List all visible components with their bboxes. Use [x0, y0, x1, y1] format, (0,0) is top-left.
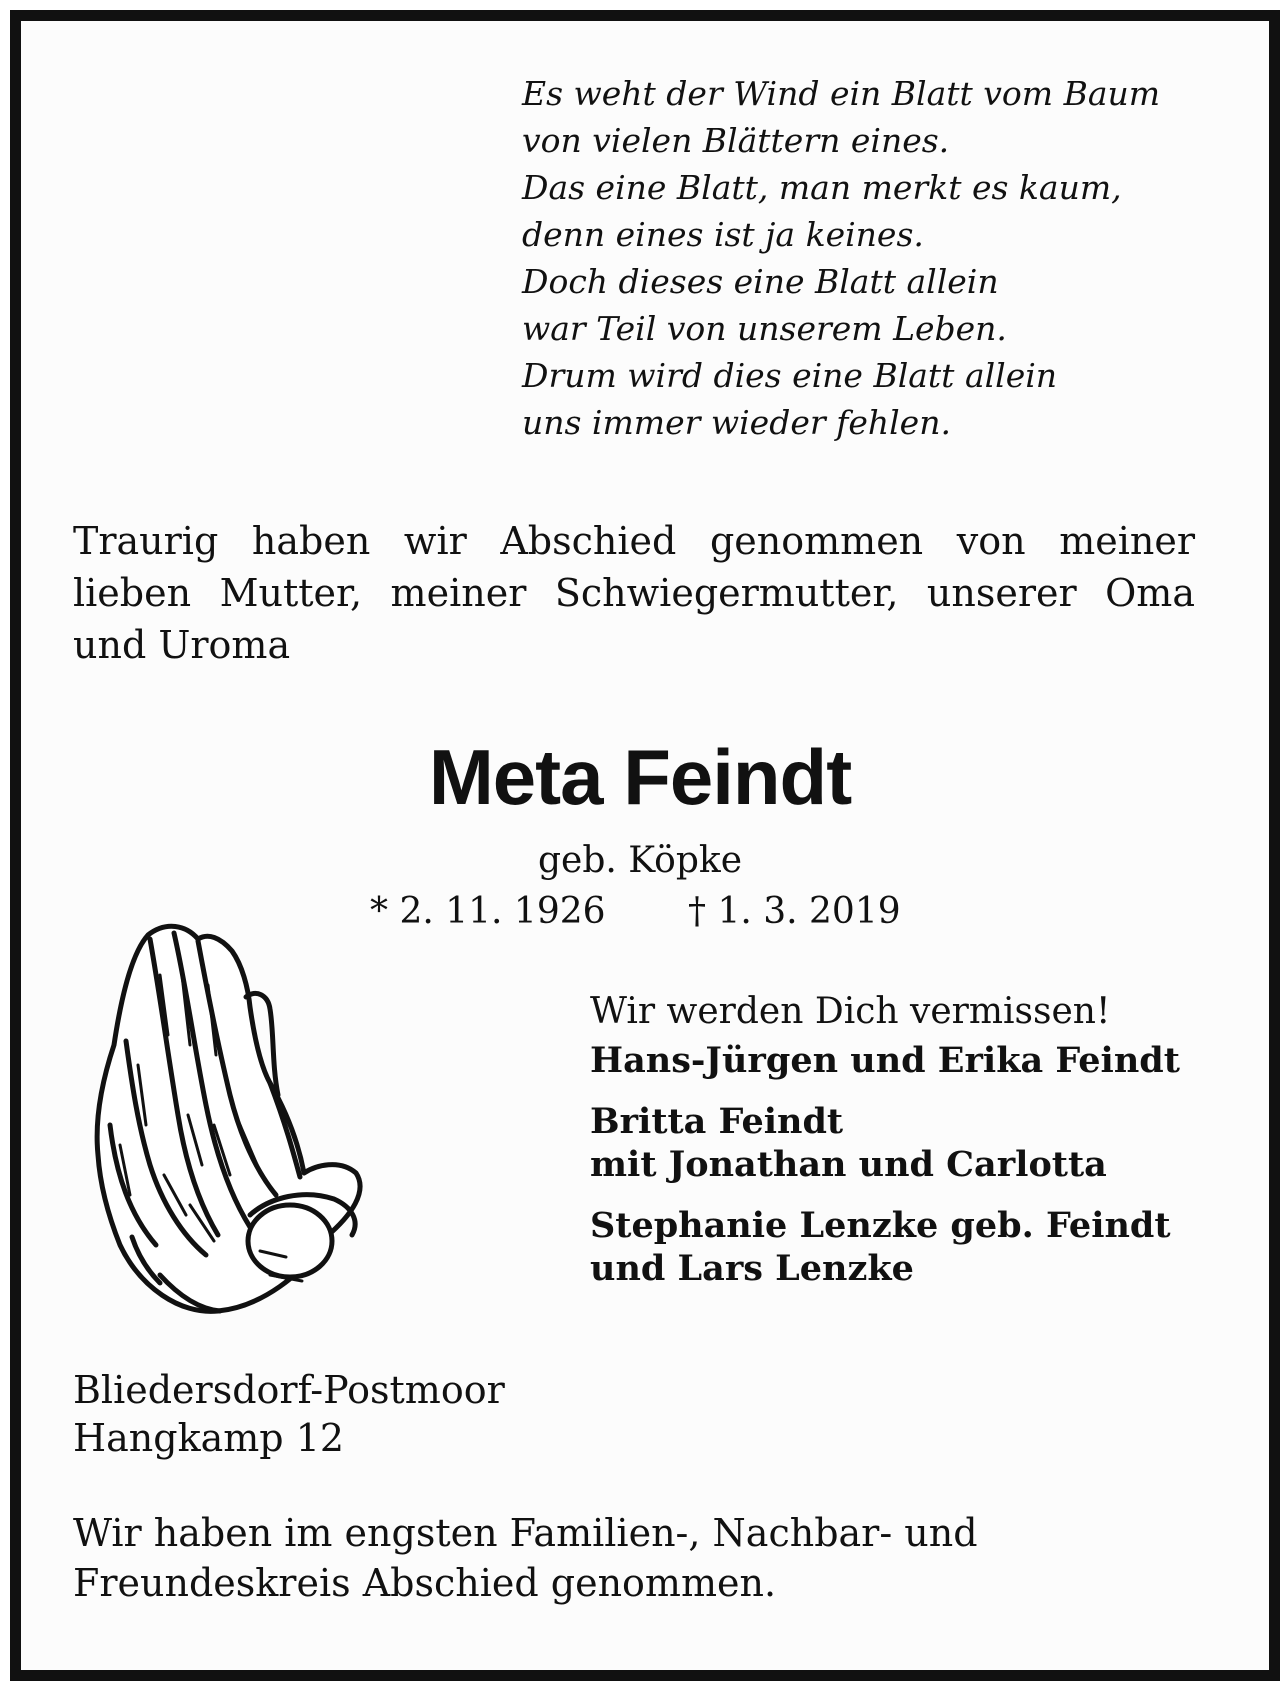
poem-line: von vielen Blättern eines.: [522, 121, 950, 160]
intro-line: lieben Mutter, meiner Schwiegermutter, unserer Oma: [73, 571, 1195, 615]
death-date: † 1. 3. 2019: [688, 891, 901, 932]
deceased-name: Meta Feindt: [428, 733, 852, 821]
maiden-name: geb. Köpke: [537, 840, 743, 881]
birth-date: * 2. 11. 1926: [370, 891, 606, 932]
closing-note: [73, 1508, 1073, 1608]
poem-line: Doch dieses eine Blatt allein: [522, 262, 999, 301]
address-street: Hangkamp 12: [73, 1416, 345, 1460]
intro-text: [73, 515, 1195, 671]
mourner-line: Hans-Jürgen und Erika Feindt: [590, 1040, 1180, 1081]
poem-line: Drum wird dies eine Blatt allein: [522, 356, 1058, 395]
praying-hands-icon: [90, 915, 390, 1325]
poem-line: war Teil von unserem Leben.: [522, 309, 1007, 348]
mourners: [590, 990, 1230, 1308]
closing-line: Wir haben im engsten Familien-, Nachbar- und: [73, 1511, 978, 1555]
farewell-message: Wir werden Dich vermissen!: [590, 991, 1111, 1032]
mourner-group: [590, 1204, 1230, 1290]
mourner-line: mit Jonathan und Carlotta: [590, 1144, 1107, 1185]
mourner-line: Stephanie Lenzke geb. Feindt: [590, 1205, 1171, 1246]
life-dates: [370, 889, 910, 935]
mourner-group: [590, 1100, 1230, 1186]
poem-line: Das eine Blatt, man merkt es kaum,: [522, 168, 1122, 207]
address-place: Bliedersdorf-Postmoor: [73, 1368, 505, 1412]
intro-line: Traurig haben wir Abschied genommen von meiner: [73, 519, 1195, 563]
poem-line: denn eines ist ja keines.: [522, 215, 924, 254]
mourner-line: Britta Feindt: [590, 1101, 844, 1142]
poem-line: uns immer wieder fehlen.: [522, 403, 951, 442]
intro-line: und Uroma: [73, 623, 291, 667]
closing-line: Freundeskreis Abschied genommen.: [73, 1561, 777, 1605]
poem-line: Es weht der Wind ein Blatt vom Baum: [522, 74, 1161, 113]
address: [73, 1366, 773, 1462]
mourner-line: und Lars Lenzke: [590, 1248, 914, 1289]
mourner-group: [590, 1039, 1230, 1082]
poem: [522, 70, 1212, 446]
